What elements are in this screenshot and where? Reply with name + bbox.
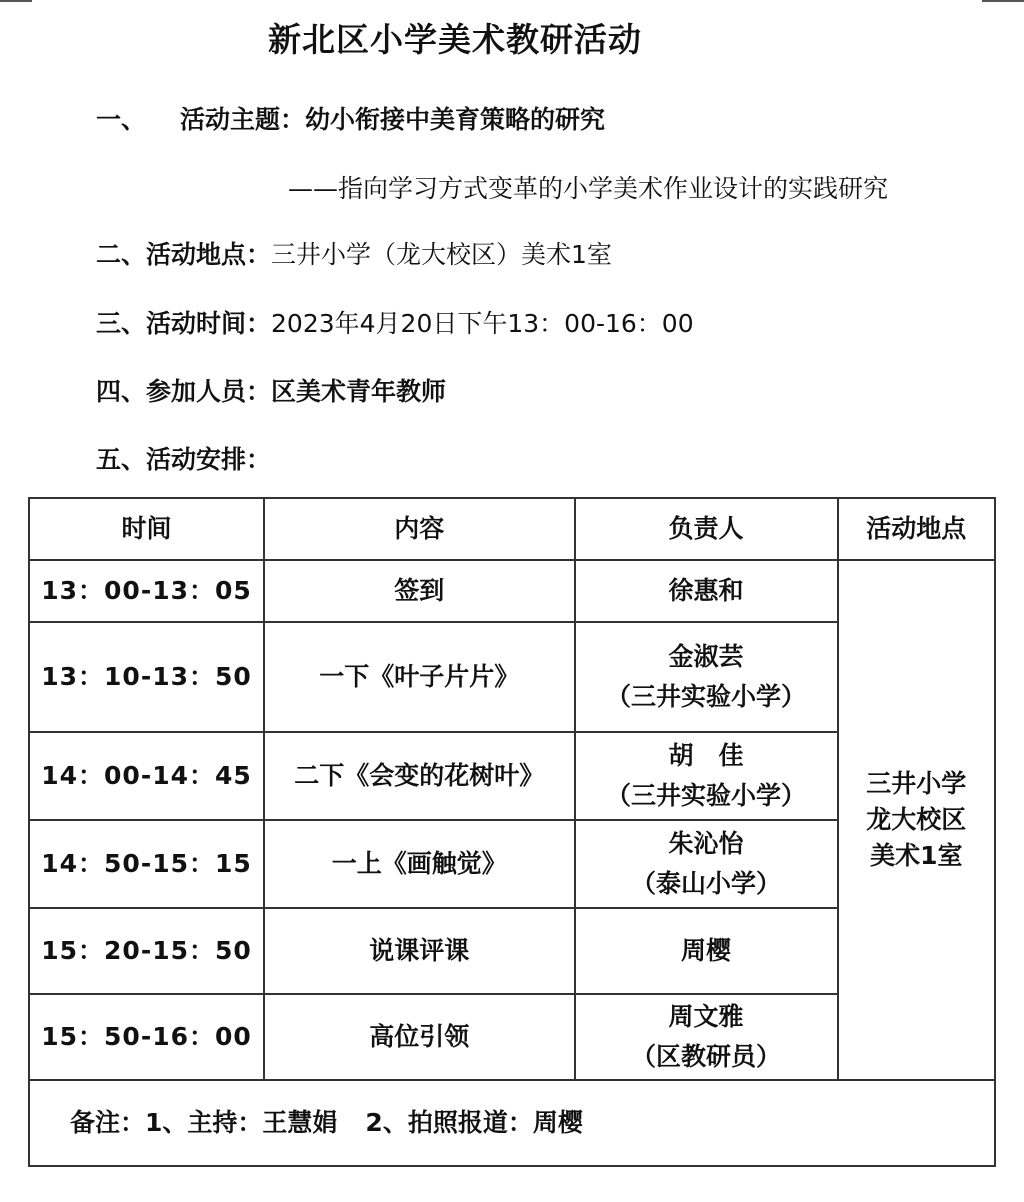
time-line	[96, 304, 694, 340]
person-name: 金淑芸	[668, 642, 744, 671]
row-time: 14：00-14：45	[29, 732, 264, 820]
row-content: 一上《画触觉》	[264, 820, 575, 908]
row-content: 一下《叶子片片》	[264, 622, 575, 732]
page-title: 新北区小学美术教研活动	[268, 20, 642, 59]
theme-line	[180, 100, 605, 136]
person-name: 朱沁怡	[668, 829, 744, 858]
header-time: 时间	[29, 498, 264, 560]
row-content: 说课评课	[264, 908, 575, 994]
table-header-row	[29, 498, 995, 560]
theme-value: 幼小衔接中美育策略的研究	[305, 105, 606, 134]
note-cell	[29, 1080, 995, 1166]
people-line	[96, 372, 446, 408]
place-value: 三井小学（龙大校区）美术1室	[271, 240, 612, 269]
row-person	[575, 622, 838, 732]
row-person	[575, 908, 838, 994]
person-name: 周樱	[681, 936, 732, 965]
row-person	[575, 732, 838, 820]
location-line: 龙大校区	[866, 805, 967, 834]
top-right-edge-line	[982, 0, 1024, 2]
row-time: 14：50-15：15	[29, 820, 264, 908]
theme-label: 活动主题：	[180, 105, 306, 134]
note-row	[29, 1080, 995, 1166]
person-name: 周文雅	[668, 1002, 744, 1031]
top-left-edge-line	[0, 0, 32, 2]
note-host: 1、主持：王慧娟	[145, 1108, 338, 1137]
person-name: 徐惠和	[668, 576, 744, 605]
table-row	[29, 560, 995, 622]
row-person	[575, 820, 838, 908]
person-name: 胡 佳	[668, 741, 744, 770]
row-content: 二下《会变的花树叶》	[264, 732, 575, 820]
place-label: 二、活动地点：	[96, 240, 272, 269]
theme-subtitle: ——指向学习方式变革的小学美术作业设计的实践研究	[288, 174, 889, 203]
header-content: 内容	[264, 498, 575, 560]
person-school: （泰山小学）	[631, 869, 782, 898]
time-label: 三、活动时间：	[96, 309, 272, 338]
note-photo: 2、拍照报道：周樱	[365, 1108, 583, 1137]
row-person	[575, 994, 838, 1080]
person-school: （区教研员）	[631, 1042, 782, 1071]
header-place: 活动地点	[838, 498, 995, 560]
place-line	[96, 235, 612, 271]
header-person: 负责人	[575, 498, 838, 560]
person-school: （三井实验小学）	[606, 682, 807, 711]
row-time: 15：50-16：00	[29, 994, 264, 1080]
note-prefix: 备注：	[70, 1108, 146, 1137]
location-cell	[838, 560, 995, 1080]
schedule-table	[28, 497, 996, 1167]
people-label: 四、参加人员：	[96, 377, 272, 406]
theme-number: 一、	[96, 105, 147, 134]
row-time: 13：10-13：50	[29, 622, 264, 732]
row-content: 签到	[264, 560, 575, 622]
people-value: 区美术青年教师	[271, 377, 447, 406]
row-content: 高位引领	[264, 994, 575, 1080]
row-person	[575, 560, 838, 622]
location-line: 美术1室	[870, 841, 963, 870]
time-value: 2023年4月20日下午13：00-16：00	[271, 309, 694, 338]
row-time: 15：20-15：50	[29, 908, 264, 994]
location-line: 三井小学	[866, 769, 967, 798]
row-time: 13：00-13：05	[29, 560, 264, 622]
arrange-label: 五、活动安排：	[96, 445, 272, 474]
person-school: （三井实验小学）	[606, 781, 807, 810]
